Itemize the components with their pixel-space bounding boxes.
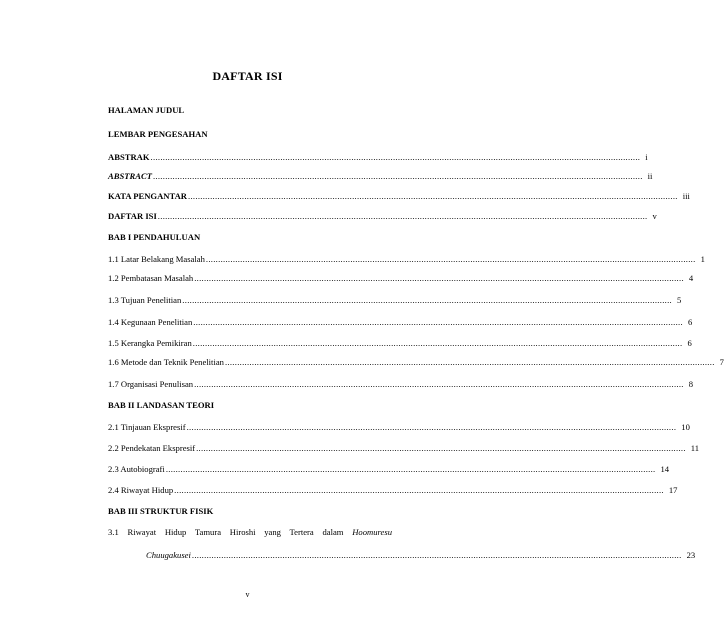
dot-leader: ........................................................................................................................................................................................................ [157,211,648,221]
toc-entry-1-4 [108,315,693,329]
toc-entry-page: 10 [681,422,690,432]
toc-entry-label: 2.3 Autobiografi [108,464,165,474]
toc-entry-page: iii [682,191,690,201]
toc-entry-label: 2.2 Pendekatan Ekspresif [108,443,196,453]
dot-leader: ........................................................................................................................................................................................................ [152,171,643,181]
dot-leader: ........................................................................................................................................................................................................ [193,317,683,327]
toc-entry-label: KATA PENGANTAR [108,191,188,201]
dot-leader: ........................................................................................................................................................................................................ [191,550,682,560]
toc-entry-label: 1.3 Tujuan Penelitian [108,295,182,305]
toc-entry-2-4 [108,483,678,497]
toc-entry-2-3 [108,462,670,476]
toc-entry-page: 23 [686,550,696,560]
toc-entry-page: 8 [688,379,694,389]
dot-leader: ........................................................................................................................................................................................................ [194,379,684,389]
toc-entry-label: BAB I PENDAHULUAN [108,232,201,242]
toc-entry-page: 6 [687,317,693,327]
toc-entry-label-italic: Hoomuresu [352,527,392,537]
toc-chapter-bab-3 [108,504,392,518]
toc-entry-1-2 [108,271,694,285]
toc-entry-label: 1.6 Metode dan Teknik Penelitian [108,357,224,367]
toc-chapter-bab-2 [108,398,392,412]
toc-entry-label: HALAMAN JUDUL [108,105,185,115]
dot-leader: ........................................................................................................................................................................................................ [224,357,715,367]
dot-leader: ........................................................................................................................................................................................................ [194,273,684,283]
page-number: v [245,590,250,599]
dot-leader: ........................................................................................................................................................................................................ [192,338,683,348]
toc-entry-label: 1.2 Pembatasan Masalah [108,273,194,283]
toc-entry-1-5 [108,336,692,350]
toc-entry-page: 14 [660,464,670,474]
toc-entry-page: 7 [719,357,724,367]
dot-leader: ........................................................................................................................................................................................................ [196,443,686,453]
dot-leader: ........................................................................................................................................................................................................ [205,254,696,264]
toc-entry-1-3 [108,293,682,307]
toc-entry-2-1 [108,420,690,434]
toc-entry-abstract [108,169,653,183]
toc-entry-page: 6 [687,338,692,348]
toc-entry-label: 1.5 Kerangka Pemikiran [108,338,192,348]
toc-entry-page: 5 [676,295,682,305]
toc-entry-label: 2.4 Riwayat Hidup [108,485,174,495]
toc-chapter-bab-1 [108,230,392,244]
toc-entry-label: ABSTRAK [108,152,150,162]
toc-entry-label: ABSTRACT [108,171,152,181]
toc-entry-abstrak [108,150,648,164]
toc-entry-label: 1.7 Organisasi Penulisan [108,379,194,389]
toc-entry-label: BAB II LANDASAN TEORI [108,400,215,410]
toc-entry-lembar-pengesahan [108,127,392,141]
toc-entry-page: ii [647,171,653,181]
dot-leader: ........................................................................................................................................................................................................ [188,191,678,201]
toc-entry-label: BAB III STRUKTUR FISIK [108,506,214,516]
toc-entry-1-6 [108,355,724,369]
toc-entry-2-2 [108,441,700,455]
dot-leader: ........................................................................................................................................................................................................ [150,152,641,162]
toc-entry-page: 4 [688,273,694,283]
toc-entry-halaman-judul [108,103,392,117]
toc-entry-daftar-isi [108,209,657,223]
toc-entry-1-7 [108,377,694,391]
toc-entry-label: 1.1 Latar Belakang Masalah [108,254,205,264]
toc-entry-page: v [652,211,657,221]
toc-entry-label: 1.4 Kegunaan Penelitian [108,317,193,327]
toc-entry-label: DAFTAR ISI [108,211,157,221]
toc-entry-page: 11 [690,443,700,453]
toc-entry-label-italic: Chuugakusei [146,550,191,560]
dot-leader: ........................................................................................................................................................................................................ [186,422,677,432]
toc-entry-kata-pengantar [108,189,690,203]
toc-entry-page: i [645,152,648,162]
page-title: DAFTAR ISI [212,69,283,83]
toc-entry-label: LEMBAR PENGESAHAN [108,129,208,139]
toc-entry-page: 1 [700,254,705,264]
toc-entry-label: 3.1 Riwayat Hidup Tamura Hiroshi yang Tertera dalam [108,527,344,537]
toc-entry-3-1-line2 [146,548,696,562]
dot-leader: ........................................................................................................................................................................................................ [165,464,656,474]
toc-entry-page: 17 [668,485,678,495]
dot-leader: ........................................................................................................................................................................................................ [174,485,664,495]
dot-leader: ........................................................................................................................................................................................................ [182,295,672,305]
toc-entry-3-1-line1 [108,525,392,539]
toc-entry-label: 2.1 Tinjauan Ekspresif [108,422,186,432]
toc-entry-1-1 [108,252,705,266]
